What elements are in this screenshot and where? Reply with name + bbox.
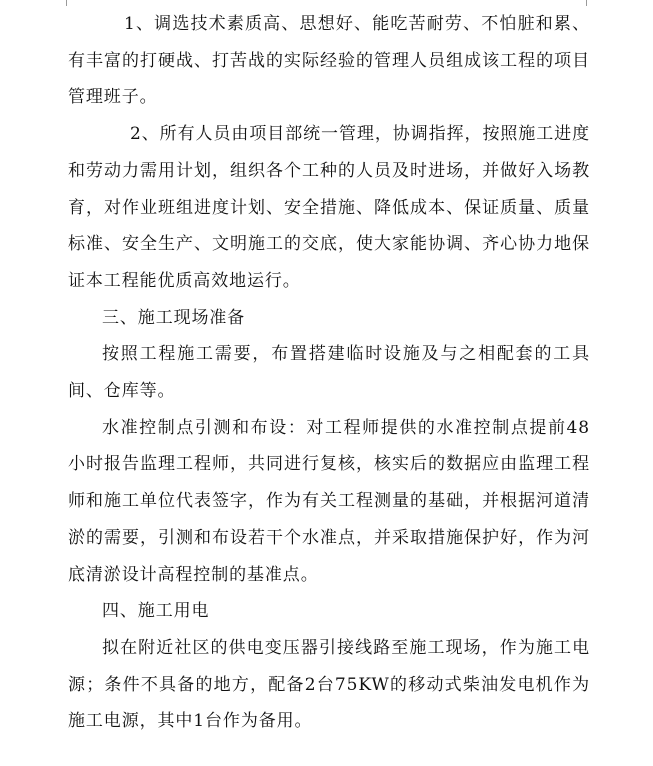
document-body [68,6,590,740]
paragraph-temporary-facilities: 按照工程施工需要，布置搭建临时设施及与之相配套的工具间、仓库等。 [68,344,590,402]
section-heading-site-preparation: 三、施工现场准备 [102,307,246,328]
page-corner-mark-left [66,0,67,6]
paragraph-item-1: 1、调选技术素质高、思想好、能吃苦耐劳、不怕脏和累、有丰富的打硬战、打苦战的实际经验的管理人员组成该工程的项目管理班子。 [68,14,590,108]
paragraph-item-2: 2、所有人员由项目部统一管理，协调指挥，按照施工进度和劳动力需用计划，组织各个工种的人员及时进场，并做好入场教育，对作业班组进度计划、安全措施、降低成本、保证质量、质量标准、安全生产、文明施工的交底，使大家能协调、齐心协力地保证本工程能优质高效地运行。 [68,124,590,291]
paragraph-benchmark-control: 水准控制点引测和布设：对工程师提供的水准控制点提前48小时报告监理工程师，共同进行复核，核实后的数据应由监理工程师和施工单位代表签字，作为有关工程测量的基础，并根据河道清淤的需要，引测和布设若干个水准点，并采取措施保护好，作为河底清淤设计高程控制的基准点。 [68,417,590,585]
paragraph-power-supply: 拟在附近社区的供电变压器引接线路至施工现场，作为施工电源；条件不具备的地方，配备2台75KW的移动式柴油发电机作为施工电源，其中1台作为备用。 [68,637,590,732]
section-heading-construction-power: 四、施工用电 [102,601,210,622]
